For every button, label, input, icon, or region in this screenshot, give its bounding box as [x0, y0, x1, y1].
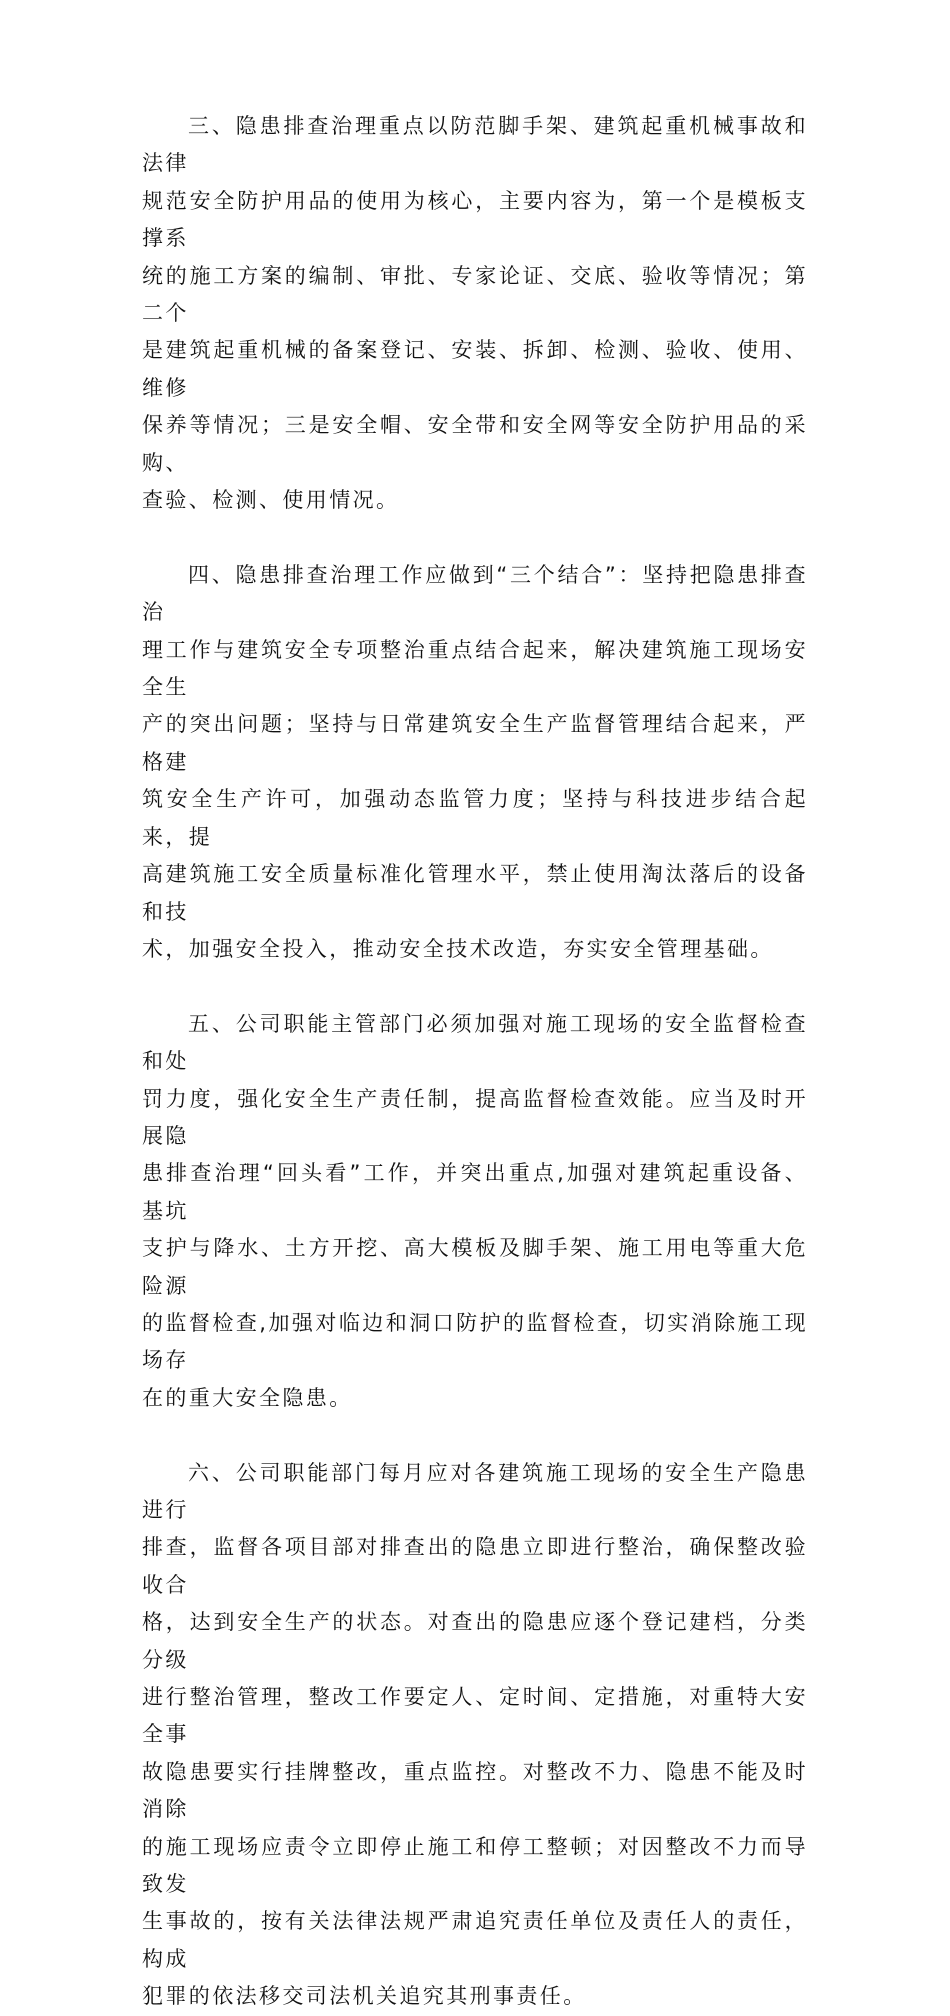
document-body: [142, 108, 808, 2016]
paragraph-four: 四、隐患排查治理工作应做到“三个结合”：坚持把隐患排查治 理工作与建筑安全专项整治重点结合起来，解决建筑施工现场安全生 产的突出问题；坚持与日常建筑安全生产监督管理结合起来，严格建 筑安全生产许可，加强动态监管力度；坚持与科技进步结合起来，提 高建筑施工安全质量标准化管理水平，禁止使用淘汰落后的设备和技 术，加强安全投入，推动安全技术改造，夯实安全管理基础。: [142, 562, 808, 961]
paragraph-three: 三、隐患排查治理重点以防范脚手架、建筑起重机械事故和法律 规范安全防护用品的使用为核心，主要内容为，第一个是模板支撑系 统的施工方案的编制、审批、专家论证、交底、验收等情况；第二个 是建筑起重机械的备案登记、安装、拆卸、检测、验收、使用、维修 保养等情况；三是安全帽、安全带和安全网等安全防护用品的采购、 查验、检测、使用情况。: [142, 114, 808, 513]
paragraph-six: 六、公司职能部门每月应对各建筑施工现场的安全生产隐患进行 排查，监督各项目部对排查出的隐患立即进行整治，确保整改验收合 格，达到安全生产的状态。对查出的隐患应逐个登记建档，分类分级 进行整治管理，整改工作要定人、定时间、定措施，对重特大安全事 故隐患要实行挂牌整改，重点监控。对整改不力、隐患不能及时消除 的施工现场应责令立即停止施工和停工整顿；对因整改不力而导致发 生事故的，按有关法律法规严肃追究责任单位及责任人的责任，构成 犯罪的依法移交司法机关追究其刑事责任。: [142, 1460, 808, 2009]
paragraph-five: 五、公司职能主管部门必须加强对施工现场的安全监督检查和处 罚力度，强化安全生产责任制，提高监督检查效能。应当及时开展隐 患排查治理“回头看”工作，并突出重点,加强对建筑起重设备、基坑 支护与降水、土方开挖、高大模板及脚手架、施工用电等重大危险源 的监督检查,加强对临边和洞口防护的监督检查，切实消除施工现场存 在的重大安全隐患。: [142, 1011, 808, 1410]
